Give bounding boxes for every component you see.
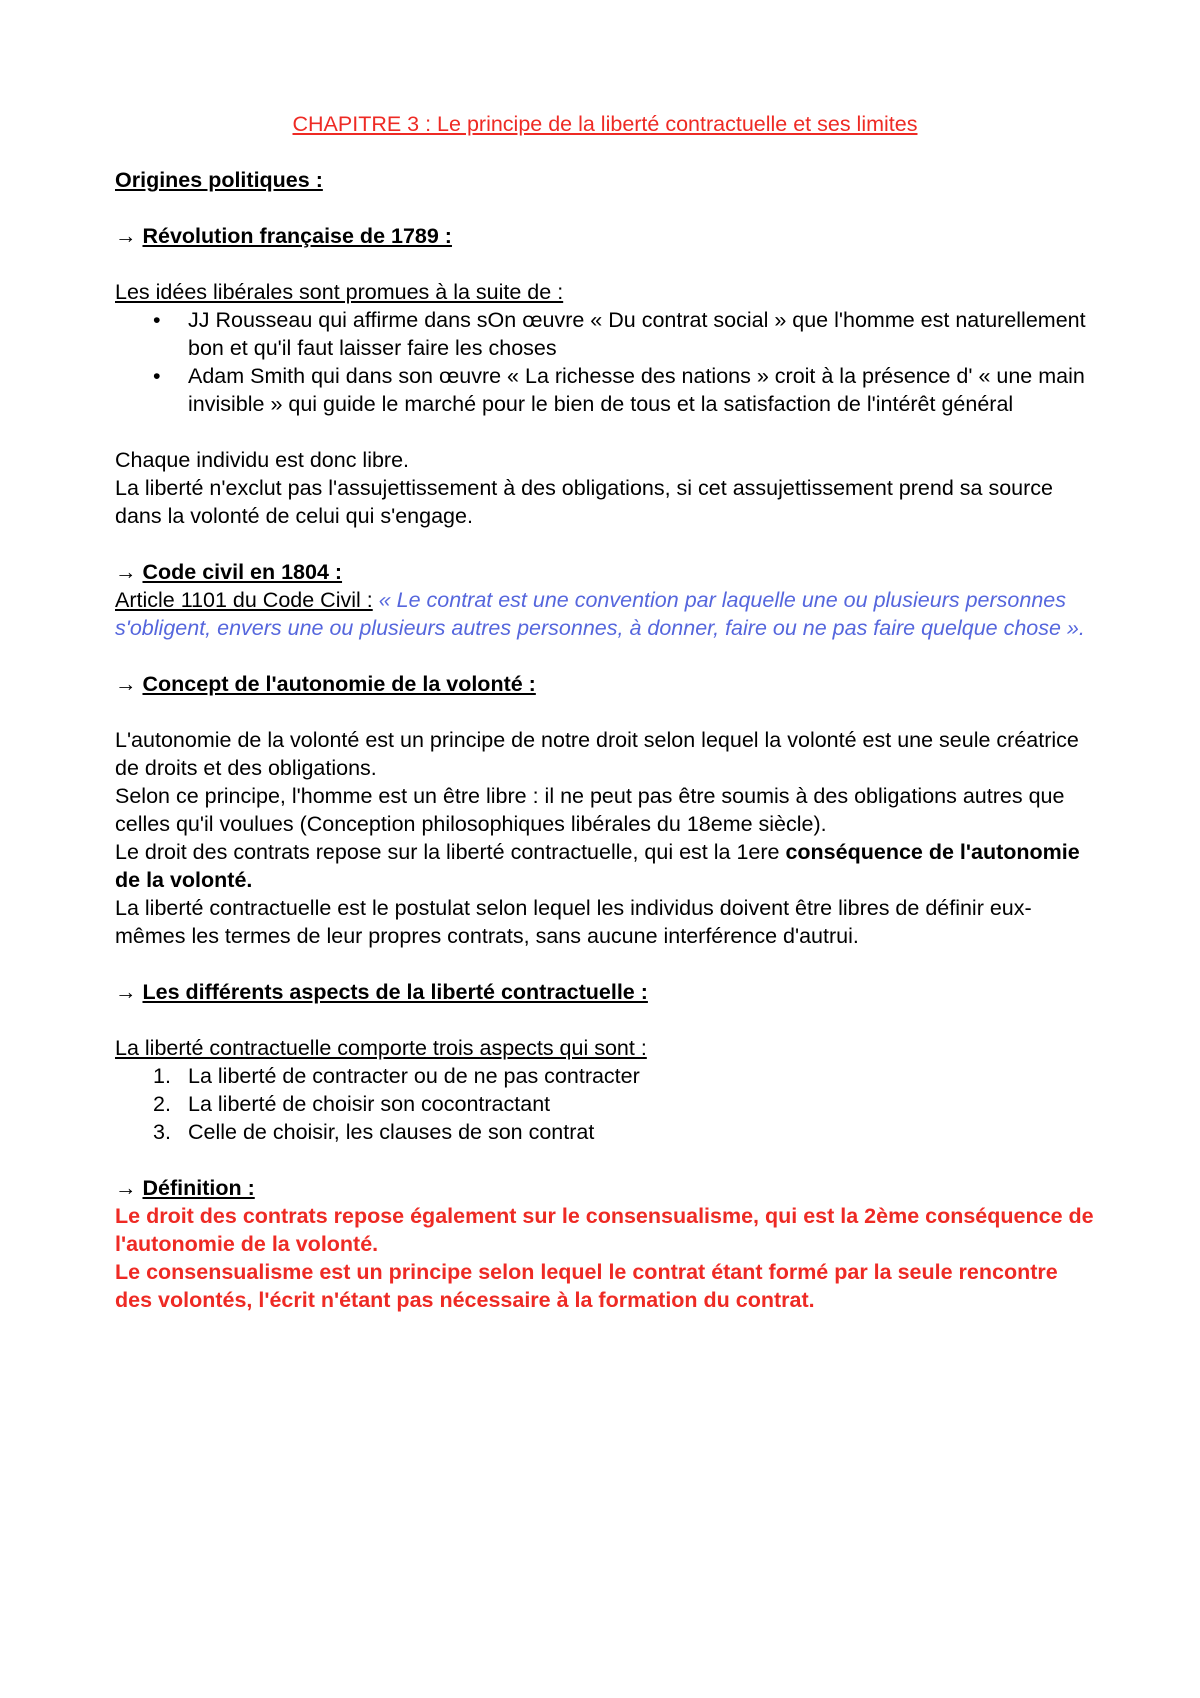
aspects-heading-text: Les différents aspects de la liberté contractuelle : <box>142 980 648 1004</box>
arrow-icon: → <box>115 224 143 248</box>
autonomie-paragraph-2: Selon ce principe, l'homme est un être libre : il ne peut pas être soumis à des obligations autres que celles qu'il voulues (Conception philosophiques libérales du 18eme siècle). <box>115 784 1065 836</box>
list-number: 2. <box>153 1092 171 1116</box>
autonomie-heading <box>115 670 1095 698</box>
aspects-numbered-list <box>115 1062 1095 1146</box>
list-item-text: Celle de choisir, les clauses de son contrat <box>188 1120 595 1144</box>
chapter-title: CHAPITRE 3 : Le principe de la liberté contractuelle et ses limites <box>292 112 918 136</box>
revolution-paragraph-1: Chaque individu est donc libre. <box>115 448 410 472</box>
bullet-icon: • <box>153 308 161 332</box>
list-item <box>115 362 1095 418</box>
list-item-text: La liberté de choisir son cocontractant <box>188 1092 551 1116</box>
definition-paragraph-1: Le droit des contrats repose également sur le consensualisme, qui est la 2ème conséquence de l'autonomie de la volonté. <box>115 1204 1094 1256</box>
list-item <box>115 1062 1095 1090</box>
definition-paragraph-2: Le consensualisme est un principe selon lequel le contrat étant formé par la seule rencontre des volontés, l'écrit n'étant pas nécessaire à la formation du contrat. <box>115 1260 1058 1312</box>
autonomie-p3-bold: conséquence de l'autonomie de la volonté. <box>115 840 1080 892</box>
list-item <box>115 1118 1095 1146</box>
revolution-paragraph-2: La liberté n'exclut pas l'assujettissement à des obligations, si cet assujettissement prend sa source dans la volonté de celui qui s'engage. <box>115 476 1053 528</box>
list-item <box>115 1090 1095 1118</box>
aspects-intro: La liberté contractuelle comporte trois aspects qui sont : <box>115 1036 647 1060</box>
code-civil-heading-text: Code civil en 1804 : <box>142 560 343 584</box>
origines-heading-text: Origines politiques : <box>115 168 323 192</box>
autonomie-p3-text: Le droit des contrats repose sur la liberté contractuelle, qui est la 1ere <box>115 840 786 864</box>
bullet-text-smith: Adam Smith qui dans son œuvre « La richesse des nations » croit à la présence d' « une main invisible » qui guide le marché pour le bien de tous et la satisfaction de l'intérêt général <box>188 364 1085 416</box>
list-number: 1. <box>153 1064 171 1088</box>
autonomie-heading-text: Concept de l'autonomie de la volonté : <box>142 672 536 696</box>
autonomie-paragraph-4: La liberté contractuelle est le postulat selon lequel les individus doivent être libres de définir eux-mêmes les termes de leur propres contrats, sans aucune interférence d'autrui. <box>115 896 1032 948</box>
bullet-icon: • <box>153 364 161 388</box>
list-item-text: La liberté de contracter ou de ne pas contracter <box>188 1064 640 1088</box>
definition-heading <box>115 1174 1095 1202</box>
autonomie-paragraph-1: L'autonomie de la volonté est un principe de notre droit selon lequel la volonté est une seule créatrice de droits et des obligations. <box>115 728 1079 780</box>
article-label: Article 1101 du Code Civil : <box>115 588 373 612</box>
revolution-heading <box>115 222 1095 250</box>
code-civil-heading <box>115 558 1095 586</box>
arrow-icon: → <box>115 560 143 584</box>
origines-heading <box>115 166 1095 194</box>
arrow-icon: → <box>115 980 143 1004</box>
article-quote: « Le contrat est une convention par laquelle une ou plusieurs personnes s'obligent, envers une ou plusieurs autres personnes, à donner, faire ou ne pas faire quelque chose ». <box>115 588 1085 640</box>
article-paragraph <box>115 586 1095 642</box>
revolution-heading-text: Révolution française de 1789 : <box>142 224 452 248</box>
revolution-bullet-list <box>115 306 1095 418</box>
list-number: 3. <box>153 1120 171 1144</box>
autonomie-paragraph-3 <box>115 838 1095 894</box>
revolution-intro: Les idées libérales sont promues à la suite de : <box>115 280 564 304</box>
arrow-icon: → <box>115 672 143 696</box>
list-item <box>115 306 1095 362</box>
definition-heading-text: Définition : <box>142 1176 255 1200</box>
aspects-heading <box>115 978 1095 1006</box>
arrow-icon: → <box>115 1176 143 1200</box>
bullet-text-rousseau: JJ Rousseau qui affirme dans sOn œuvre « Du contrat social » que l'homme est naturellement bon et qu'il faut laisser faire les choses <box>188 308 1086 360</box>
document-page <box>115 110 1095 1314</box>
